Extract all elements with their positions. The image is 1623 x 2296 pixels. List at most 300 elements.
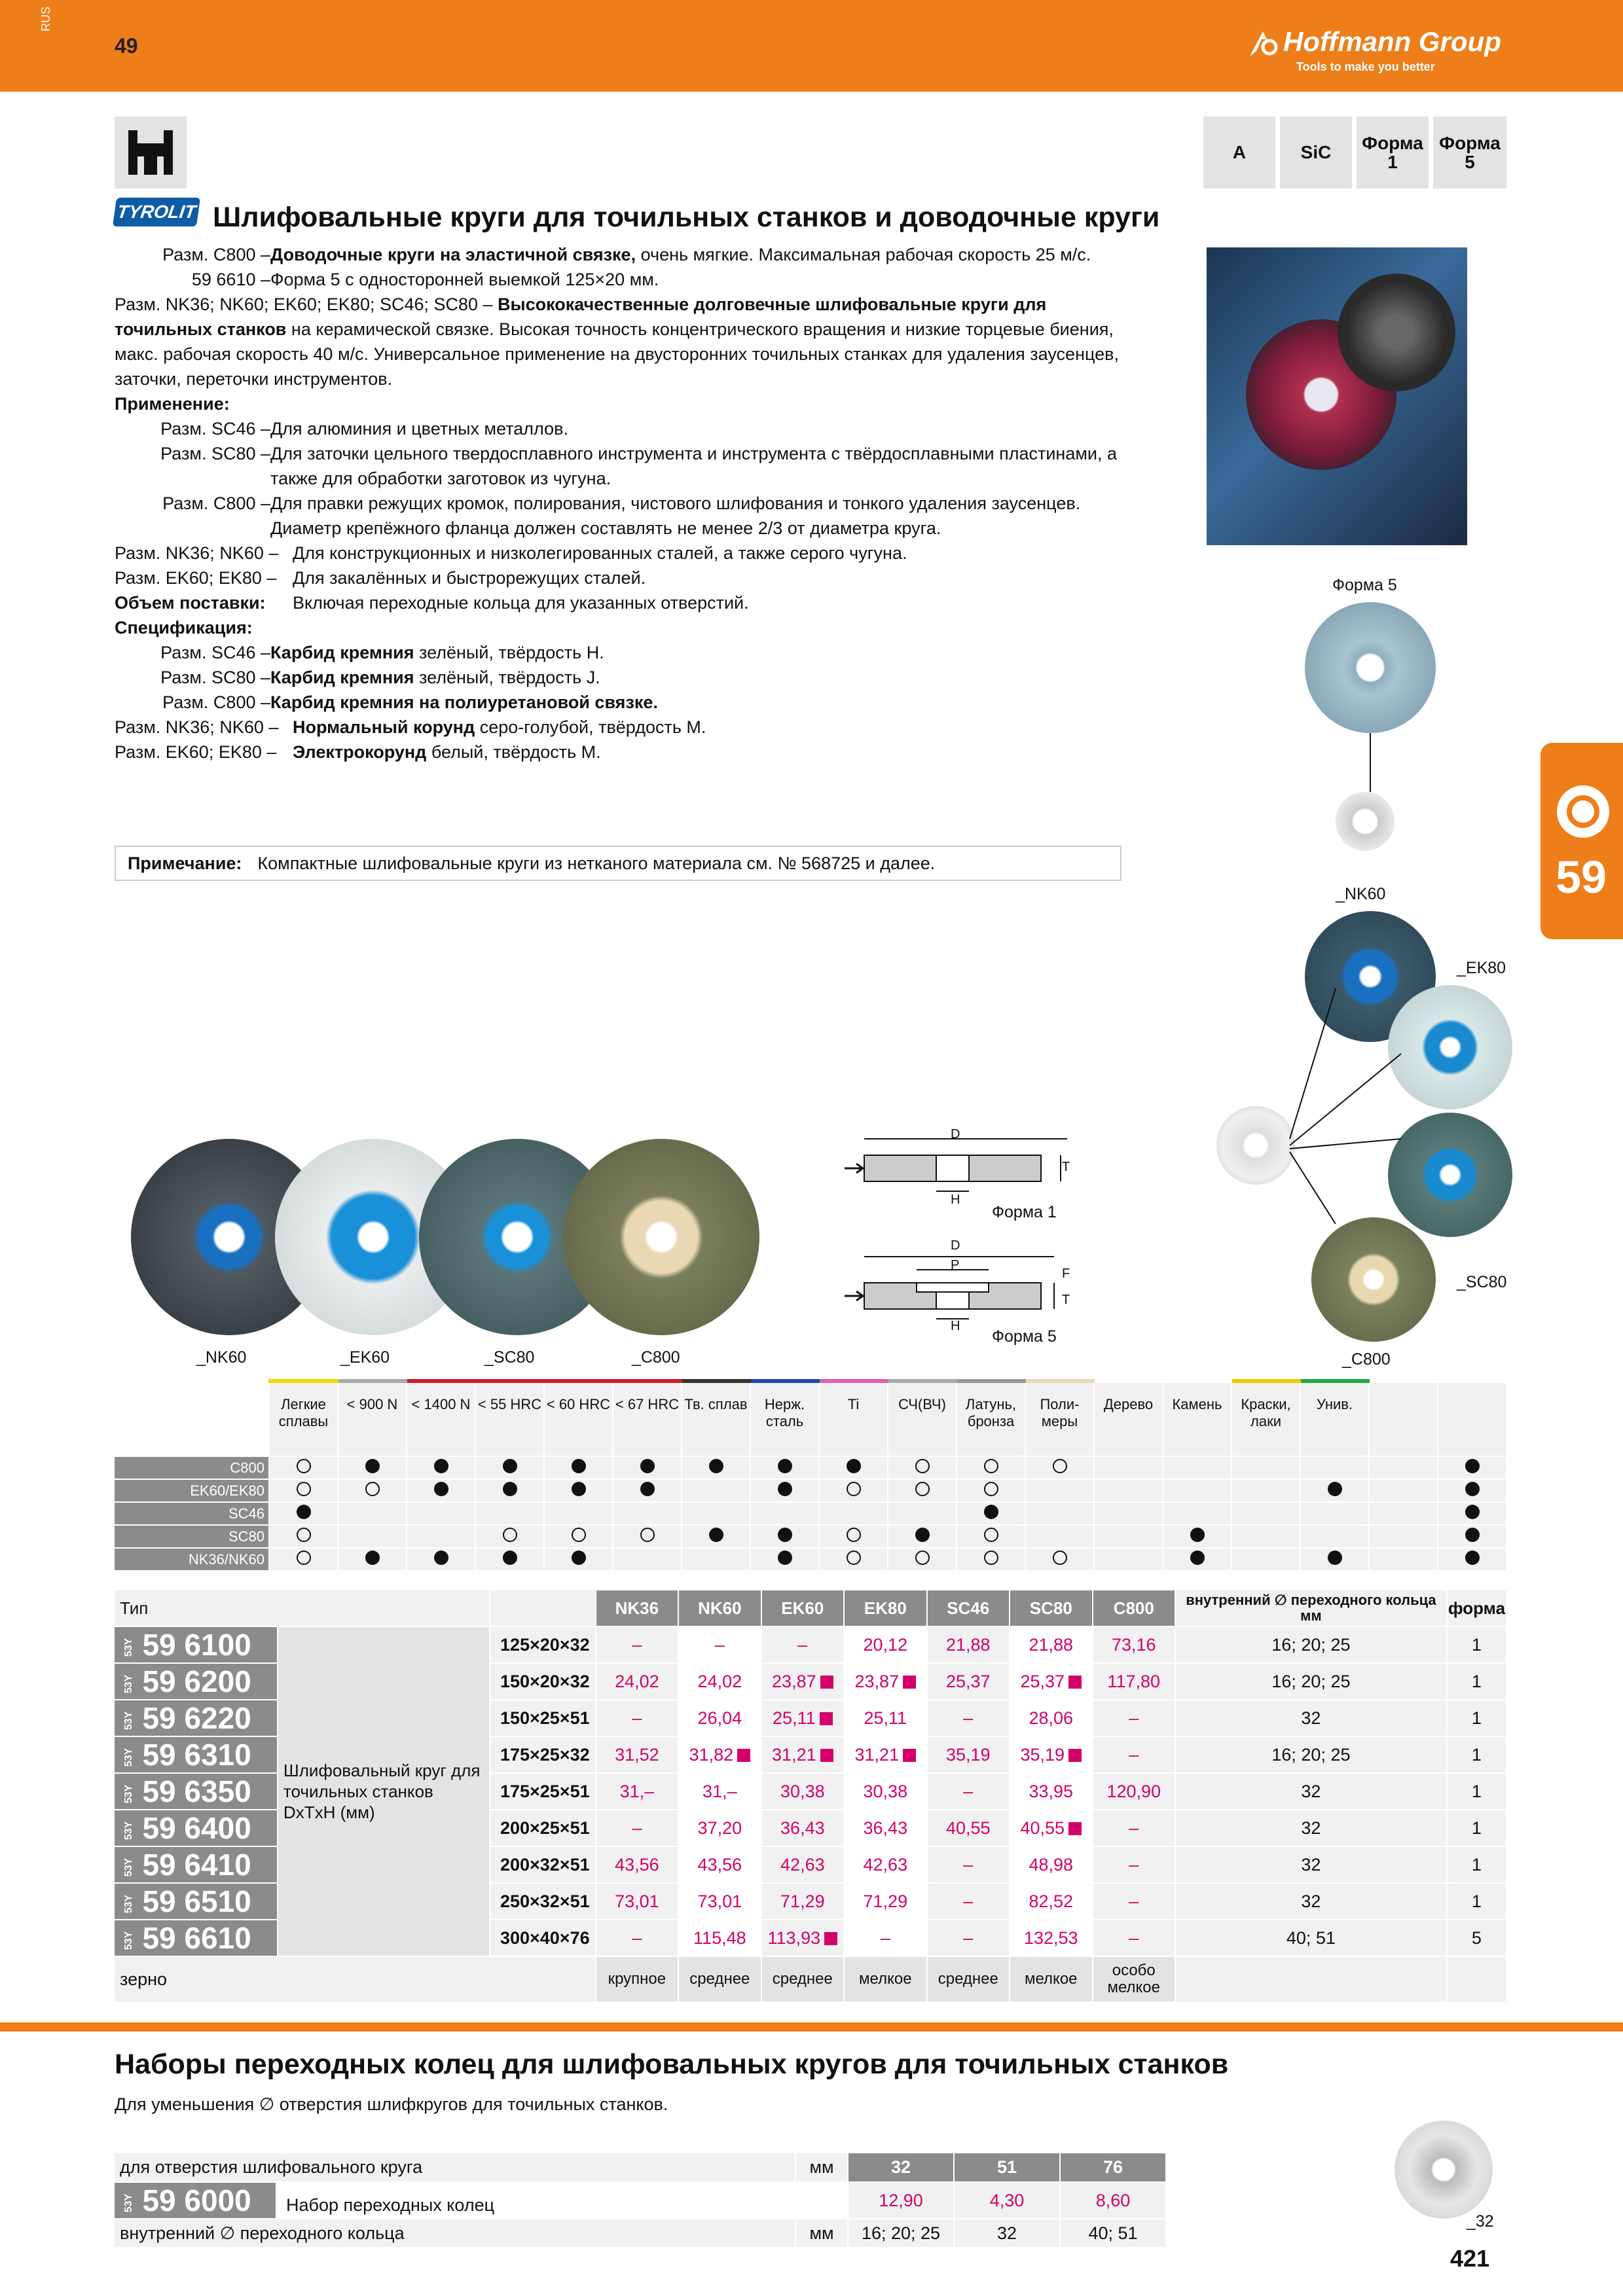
suitable-dot-icon <box>778 1482 792 1496</box>
conditional-ring-icon <box>915 1551 930 1565</box>
matrix-cell <box>1369 1479 1438 1502</box>
matrix-col-header: < 1400 N <box>407 1381 475 1456</box>
spec-label: Разм. SC46 – <box>160 643 270 662</box>
matrix-cell <box>750 1456 819 1479</box>
spec-bold: Карбид кремния на полиуретановой связке. <box>270 692 658 712</box>
form-cell: 1 <box>1447 1736 1506 1773</box>
matrix-cell <box>1094 1548 1163 1571</box>
conditional-ring-icon <box>1053 1551 1067 1565</box>
suitable-dot-icon <box>297 1505 311 1519</box>
article-number[interactable]: 53Y 59 6350 <box>115 1773 278 1810</box>
matrix-col-header: Нерж. сталь <box>750 1381 819 1456</box>
product-title: Шлифовальные круги для точильных станков и доводочные круги <box>213 202 1160 233</box>
price-cell: 24,02 <box>678 1663 761 1700</box>
matrix-cell <box>544 1525 613 1548</box>
suitable-dot-icon <box>778 1528 792 1542</box>
matrix-cell <box>269 1479 338 1502</box>
matrix-cell <box>1438 1456 1506 1479</box>
price-cell: 73,01 <box>678 1883 761 1920</box>
matrix-cell <box>1025 1525 1094 1548</box>
suitable-dot-icon <box>1190 1551 1205 1565</box>
form1-drawing <box>838 1126 1113 1204</box>
matrix-cell <box>819 1456 888 1479</box>
matrix-cell <box>475 1502 544 1525</box>
art-prefix: 53Y <box>123 1857 135 1877</box>
grain-cell: среднее <box>927 1956 1010 2002</box>
matrix-cell <box>957 1548 1025 1571</box>
price-cell: – <box>927 1773 1010 1810</box>
matrix-col-header: Краски, лаки <box>1231 1381 1300 1456</box>
suitable-dot-icon <box>503 1551 517 1565</box>
matrix-cell <box>819 1502 888 1525</box>
adapter-set-table <box>115 2153 1167 2248</box>
price-cell: 20,12 <box>844 1626 926 1663</box>
grain-label: зерно <box>115 1956 596 2002</box>
suitable-dot-icon <box>365 1551 380 1565</box>
matrix-cell <box>750 1525 819 1548</box>
price-cell: 40,55 <box>1010 1810 1092 1846</box>
article-number[interactable]: 53Y 59 6100 <box>115 1626 278 1663</box>
matrix-col-header: Латунь, бронза <box>957 1381 1025 1456</box>
matrix-cell <box>475 1525 544 1548</box>
adapter-set-name: Набор переходных колец <box>286 2195 495 2215</box>
form5-d-label: D <box>951 1238 960 1253</box>
table-row[interactable] <box>115 1626 1506 1663</box>
matrix-col-header: < 60 HRC <box>544 1381 613 1456</box>
app-text: Для закалённых и быстрорежущих сталей. <box>293 568 646 588</box>
size-cell: 175×25×32 <box>490 1736 596 1773</box>
price-cell: 25,11 <box>761 1700 844 1736</box>
unit-label: мм <box>795 2153 848 2182</box>
suitable-dot-icon <box>572 1482 586 1496</box>
c800-bottom-caption: _C800 <box>632 1348 680 1367</box>
price-cell: – <box>596 1626 678 1663</box>
app-text: Для заточки цельного твердосплавного инструмента и инструмента с твёрдосплавными пластинами, а также для обработки заготовок из чугуна. <box>270 444 1118 488</box>
matrix-cell <box>957 1525 1025 1548</box>
stock-square-icon <box>1068 1749 1082 1762</box>
size-cell: 150×25×51 <box>490 1700 596 1736</box>
stock-square-icon <box>737 1749 750 1762</box>
inner-cell: 16; 20; 25 <box>1175 1626 1447 1663</box>
stock-square-icon <box>903 1676 916 1689</box>
inner-cell: 32 <box>1175 1773 1447 1810</box>
spec-bold: Нормальный корунд <box>293 717 475 737</box>
connector-lines <box>1283 975 1414 1224</box>
connector-line <box>1370 733 1371 792</box>
form-cell: 1 <box>1447 1846 1506 1883</box>
product-description <box>115 242 1136 764</box>
conditional-ring-icon <box>915 1482 930 1496</box>
matrix-cell <box>1369 1456 1438 1479</box>
app-label: Разм. EK60; EK80 – <box>115 568 277 588</box>
matrix-cell <box>957 1479 1025 1502</box>
matrix-cell <box>407 1548 475 1571</box>
art-prefix: 53Y <box>123 1931 135 1950</box>
matrix-col-header: Легкие сплавы <box>269 1381 338 1456</box>
matrix-cell <box>269 1456 338 1479</box>
art-prefix: 53Y <box>123 1821 135 1840</box>
matrix-cell <box>613 1548 682 1571</box>
application-heading: Применение: <box>115 394 230 414</box>
matrix-cell <box>1025 1479 1094 1502</box>
matrix-cell <box>1094 1502 1163 1525</box>
price-cell: 25,37 <box>1010 1663 1092 1700</box>
matrix-cell <box>544 1502 613 1525</box>
grade-col-header: SC80 <box>1010 1590 1092 1626</box>
section-divider <box>0 2022 1623 2032</box>
note-text: Компактные шлифовальные круги из нетканого материала см. № 568725 и далее. <box>257 853 936 873</box>
matrix-cell <box>407 1456 475 1479</box>
conditional-ring-icon <box>984 1459 998 1473</box>
inner-cell: 32 <box>1175 1700 1447 1736</box>
app-text: Для конструкционных и низколегированных сталей, а также серого чугуна. <box>293 543 907 563</box>
matrix-row-label: SC46 <box>115 1502 269 1525</box>
suitable-dot-icon <box>434 1551 448 1565</box>
language-label: RUS <box>39 6 52 31</box>
desc-label: 59 6610 – <box>191 270 270 289</box>
art-prefix: 53Y <box>123 2193 135 2213</box>
suitable-dot-icon <box>847 1459 861 1473</box>
matrix-row-label: EK60/EK80 <box>115 1479 269 1502</box>
grade-col-header: NK60 <box>678 1590 761 1626</box>
art-prefix: 53Y <box>123 1674 135 1694</box>
art-prefix: 53Y <box>123 1894 135 1914</box>
form1-caption: Форма 1 <box>992 1203 1057 1221</box>
desc-label: Разм. C800 – <box>162 245 270 264</box>
matrix-cell <box>1163 1548 1231 1571</box>
price-cell: 24,02 <box>596 1663 678 1700</box>
suitable-dot-icon <box>1465 1528 1480 1542</box>
inner-cell: 32 <box>1175 1846 1447 1883</box>
suitable-dot-icon <box>1328 1551 1342 1565</box>
desc-text: на керамической связке. Высокая точность концентрического вращения и низкие торцевые биения, макс. рабочая скорость 40 м/с. Универсальное применение на двусторонних точильных станках для удаления заусенцев, заточки, переточки инструментов. <box>115 319 1120 389</box>
price-cell: – <box>596 1920 678 1956</box>
app-text: Для правки режущих кромок, полирования, чистового шлифования и тонкого удаления заусенцев. Диаметр крепёжного фланца должен составлять не менее 2/3 от диаметра круга. <box>270 493 1081 538</box>
suitable-dot-icon <box>778 1551 792 1565</box>
matrix-col-header: Камень <box>1163 1381 1231 1456</box>
matrix-col-header: < 67 HRC <box>613 1381 682 1456</box>
conditional-ring-icon <box>847 1551 861 1565</box>
conditional-ring-icon <box>915 1459 930 1473</box>
matrix-cell <box>888 1456 957 1479</box>
price-cell: 120,90 <box>1093 1773 1175 1810</box>
stock-square-icon <box>820 1712 833 1725</box>
grain-cell: мелкое <box>1010 1956 1092 2002</box>
price-cell: 113,93 <box>761 1920 844 1956</box>
conditional-ring-icon <box>365 1482 380 1496</box>
matrix-cell <box>1369 1548 1438 1571</box>
grain-cell: среднее <box>761 1956 844 2002</box>
matrix-cell <box>613 1456 682 1479</box>
form5-caption: Форма 5 <box>1332 576 1397 594</box>
size-cell: 125×20×32 <box>490 1626 596 1663</box>
desc-bold: Высококачественные долговечные шлифовальные круги для точильных станков <box>115 295 1047 339</box>
matrix-cell <box>544 1479 613 1502</box>
inner-value: 16; 20; 25 <box>848 2219 954 2248</box>
price-cell: – <box>761 1626 844 1663</box>
article-number[interactable]: 53Y 59 6410 <box>115 1846 278 1883</box>
unit-label: мм <box>795 2219 848 2248</box>
matrix-col-header: Поли-меры <box>1025 1381 1094 1456</box>
price-cell: 23,87 <box>761 1663 844 1700</box>
price-cell: 82,52 <box>1010 1883 1092 1920</box>
price-cell: 30,38 <box>844 1773 926 1810</box>
nk60-bottom-caption: _NK60 <box>196 1348 247 1367</box>
adapter-price: 12,90 <box>848 2182 954 2219</box>
form-cell: 1 <box>1447 1700 1506 1736</box>
price-cell: – <box>844 1920 926 1956</box>
footer-page-number: 421 <box>1450 2245 1490 2272</box>
conditional-ring-icon <box>297 1482 311 1496</box>
conditional-ring-icon <box>984 1528 998 1542</box>
article-number[interactable]: 53Y 59 6510 <box>115 1883 278 1920</box>
grade-col-header: EK80 <box>844 1590 926 1626</box>
matrix-cell <box>888 1525 957 1548</box>
art-prefix: 53Y <box>123 1784 135 1804</box>
matrix-cell <box>819 1548 888 1571</box>
art-prefix: 53Y <box>123 1748 135 1767</box>
sc80-caption: _SC80 <box>1457 1273 1507 1291</box>
matrix-cell <box>338 1502 407 1525</box>
grade-col-header: SC46 <box>927 1590 1010 1626</box>
form5-box: Форма 5 <box>1433 117 1506 188</box>
spec-text: серо-голубой, твёрдость M. <box>475 717 706 737</box>
note-box <box>115 846 1122 881</box>
grade-col-header: NK36 <box>596 1590 678 1626</box>
matrix-col-header: < 900 N <box>338 1381 407 1456</box>
app-label: Разм. C800 – <box>162 493 270 513</box>
suitable-dot-icon <box>1465 1482 1480 1496</box>
form-cell: 1 <box>1447 1773 1506 1810</box>
price-cell: 42,63 <box>844 1846 926 1883</box>
matrix-cell <box>888 1548 957 1571</box>
spec-label: Разм. SC80 – <box>160 668 270 687</box>
matrix-cell <box>338 1525 407 1548</box>
grain-cell: среднее <box>678 1956 761 2002</box>
matrix-cell <box>1438 1548 1506 1571</box>
matrix-cell <box>1438 1479 1506 1502</box>
price-cell: 31,82 <box>678 1736 761 1773</box>
matrix-cell <box>1300 1479 1369 1502</box>
price-cell: – <box>927 1920 1010 1956</box>
price-cell: 21,88 <box>927 1626 1010 1663</box>
app-label: Разм. SC80 – <box>160 444 270 463</box>
inner-cell: 32 <box>1175 1810 1447 1846</box>
price-cell: 35,19 <box>927 1736 1010 1773</box>
conditional-ring-icon <box>1053 1459 1067 1473</box>
size-cell: 200×25×51 <box>490 1810 596 1846</box>
inner-cell: 16; 20; 25 <box>1175 1663 1447 1700</box>
stock-square-icon <box>1068 1676 1082 1689</box>
app-label: Разм. NK36; NK60 – <box>115 543 279 563</box>
article-number[interactable]: 53Y 59 6200 <box>115 1663 278 1700</box>
adapter-set-article[interactable] <box>115 2182 795 2219</box>
type-header: Тип <box>115 1590 490 1626</box>
price-cell: 21,88 <box>1010 1626 1092 1663</box>
suitable-dot-icon <box>1465 1505 1480 1519</box>
conditional-ring-icon <box>297 1459 311 1473</box>
article-number[interactable]: 53Y 59 6310 <box>115 1736 278 1773</box>
matrix-col-header: СЧ(ВЧ) <box>888 1381 957 1456</box>
stock-square-icon <box>824 1932 837 1945</box>
art-number: 59 6000 <box>142 2183 251 2217</box>
form-col-header: форма <box>1447 1590 1506 1626</box>
suitable-dot-icon <box>572 1551 586 1565</box>
spec-bold: Электрокорунд <box>293 742 427 762</box>
inner-value: 32 <box>954 2219 1060 2248</box>
form-cell: 1 <box>1447 1810 1506 1846</box>
matrix-cell <box>1300 1502 1369 1525</box>
conditional-ring-icon <box>297 1528 311 1542</box>
matrix-cell <box>750 1479 819 1502</box>
price-cell: 71,29 <box>844 1883 926 1920</box>
matrix-cell <box>338 1456 407 1479</box>
price-cell: – <box>1093 1736 1175 1773</box>
form5-p-label: P <box>951 1258 960 1272</box>
form1-d-label: D <box>951 1127 960 1141</box>
price-cell: 71,29 <box>761 1883 844 1920</box>
c800-caption: _C800 <box>1342 1350 1391 1369</box>
price-cell: – <box>596 1700 678 1736</box>
article-number[interactable]: 53Y 59 6400 <box>115 1810 278 1846</box>
desc-text: Форма 5 с односторонней выемкой 125×20 мм. <box>270 270 659 289</box>
matrix-col-header <box>1438 1381 1506 1456</box>
chapter-tab[interactable] <box>1541 743 1623 939</box>
grain-cell: особо мелкое <box>1093 1956 1175 2002</box>
matrix-col-header <box>1369 1381 1438 1456</box>
suitable-dot-icon <box>984 1505 998 1519</box>
price-cell: 73,01 <box>596 1883 678 1920</box>
price-table <box>115 1590 1507 2003</box>
suitable-dot-icon <box>1190 1528 1205 1542</box>
spec-label: Разм. C800 – <box>162 692 270 712</box>
c800-wheel-image <box>1311 1217 1436 1342</box>
price-cell: – <box>678 1626 761 1663</box>
matrix-cell <box>613 1479 682 1502</box>
nk60-caption: _NK60 <box>1336 885 1386 903</box>
spec-heading: Спецификация: <box>115 618 253 637</box>
application-matrix <box>115 1379 1507 1571</box>
adapter-price: 8,60 <box>1060 2182 1166 2219</box>
grinder-photo <box>1207 247 1467 545</box>
product-type-desc: Шлифовальный круг для точильных станков DxTxH (мм) <box>278 1626 490 1956</box>
form1-t-label: T <box>1062 1160 1070 1174</box>
adapter-32-caption: _32 <box>1467 2212 1494 2231</box>
adapter-price: 4,30 <box>954 2182 1060 2219</box>
form1-box: Форма 1 <box>1357 117 1429 188</box>
price-cell: 73,16 <box>1093 1626 1175 1663</box>
suitable-dot-icon <box>640 1459 655 1473</box>
form-cell: 1 <box>1447 1663 1506 1700</box>
article-number[interactable]: 53Y 59 6610 <box>115 1920 278 1956</box>
bore-col: 76 <box>1060 2153 1166 2182</box>
matrix-cell <box>750 1502 819 1525</box>
matrix-cell <box>269 1548 338 1571</box>
matrix-cell <box>888 1479 957 1502</box>
matrix-cell <box>1163 1502 1231 1525</box>
price-cell: 117,80 <box>1093 1663 1175 1700</box>
matrix-row-label: SC80 <box>115 1525 269 1548</box>
matrix-cell <box>1163 1525 1231 1548</box>
tyrolit-logo: TYROLIT <box>113 198 200 226</box>
grain-cell: мелкое <box>844 1956 926 2002</box>
c800-large-wheel <box>563 1139 759 1335</box>
suitable-dot-icon <box>434 1482 448 1496</box>
spec-text: зелёный, твёрдость H. <box>414 643 604 662</box>
matrix-cell <box>1369 1525 1438 1548</box>
form-cell: 1 <box>1447 1626 1506 1663</box>
art-prefix: 53Y <box>123 1711 135 1731</box>
form5-wheel-image <box>1305 602 1436 733</box>
price-cell: – <box>1093 1700 1175 1736</box>
matrix-cell <box>750 1548 819 1571</box>
matrix-cell <box>475 1456 544 1479</box>
price-cell: – <box>927 1846 1010 1883</box>
inner-cell: 32 <box>1175 1883 1447 1920</box>
price-cell: – <box>1093 1846 1175 1883</box>
matrix-col-header: Унив. <box>1300 1381 1369 1456</box>
spec-text: зелёный, твёрдость J. <box>414 668 600 687</box>
article-number[interactable]: 53Y 59 6220 <box>115 1700 278 1736</box>
matrix-cell <box>1231 1548 1300 1571</box>
matrix-col-header: Дерево <box>1094 1381 1163 1456</box>
matrix-cell <box>475 1479 544 1502</box>
matrix-cell <box>1025 1548 1094 1571</box>
form5-drawing-caption: Форма 5 <box>992 1327 1057 1346</box>
matrix-cell <box>1094 1479 1163 1502</box>
adapter-set-image <box>1395 2121 1493 2219</box>
form5-t-label: T <box>1062 1293 1070 1307</box>
inner-value: 40; 51 <box>1060 2219 1166 2248</box>
price-cell: – <box>1093 1810 1175 1846</box>
size-cell: 150×20×32 <box>490 1663 596 1700</box>
matrix-cell <box>682 1456 750 1479</box>
grade-col-header: EK60 <box>761 1590 844 1626</box>
matrix-cell <box>338 1479 407 1502</box>
price-cell: 40,55 <box>927 1810 1010 1846</box>
matrix-cell <box>613 1525 682 1548</box>
conditional-ring-icon <box>847 1482 861 1496</box>
bore-col: 32 <box>848 2153 954 2182</box>
matrix-cell <box>1231 1525 1300 1548</box>
matrix-cell <box>407 1502 475 1525</box>
brand-name: Hoffmann Group <box>1283 26 1501 57</box>
matrix-cell <box>544 1548 613 1571</box>
stock-square-icon <box>820 1676 833 1689</box>
conditional-ring-icon <box>297 1551 311 1565</box>
matrix-cell <box>682 1548 750 1571</box>
suitable-dot-icon <box>640 1482 655 1496</box>
form5-f-label: F <box>1062 1266 1070 1281</box>
matrix-cell <box>338 1548 407 1571</box>
matrix-cell <box>1163 1456 1231 1479</box>
spec-text: белый, твёрдость M. <box>426 742 601 762</box>
bench-grinder-icon <box>115 117 187 188</box>
matrix-cell <box>1094 1456 1163 1479</box>
suitable-dot-icon <box>365 1459 380 1473</box>
matrix-cell <box>682 1525 750 1548</box>
price-cell: 31,21 <box>761 1736 844 1773</box>
stock-square-icon <box>820 1749 833 1762</box>
abrasive-sic-box: SiC <box>1280 117 1352 188</box>
form5-drawing <box>838 1250 1113 1335</box>
size-cell: 250×32×51 <box>490 1883 596 1920</box>
price-cell: 43,56 <box>596 1846 678 1883</box>
matrix-cell <box>269 1525 338 1548</box>
price-cell: 33,95 <box>1010 1773 1092 1810</box>
matrix-cell <box>544 1456 613 1479</box>
inner-cell: 16; 20; 25 <box>1175 1736 1447 1773</box>
